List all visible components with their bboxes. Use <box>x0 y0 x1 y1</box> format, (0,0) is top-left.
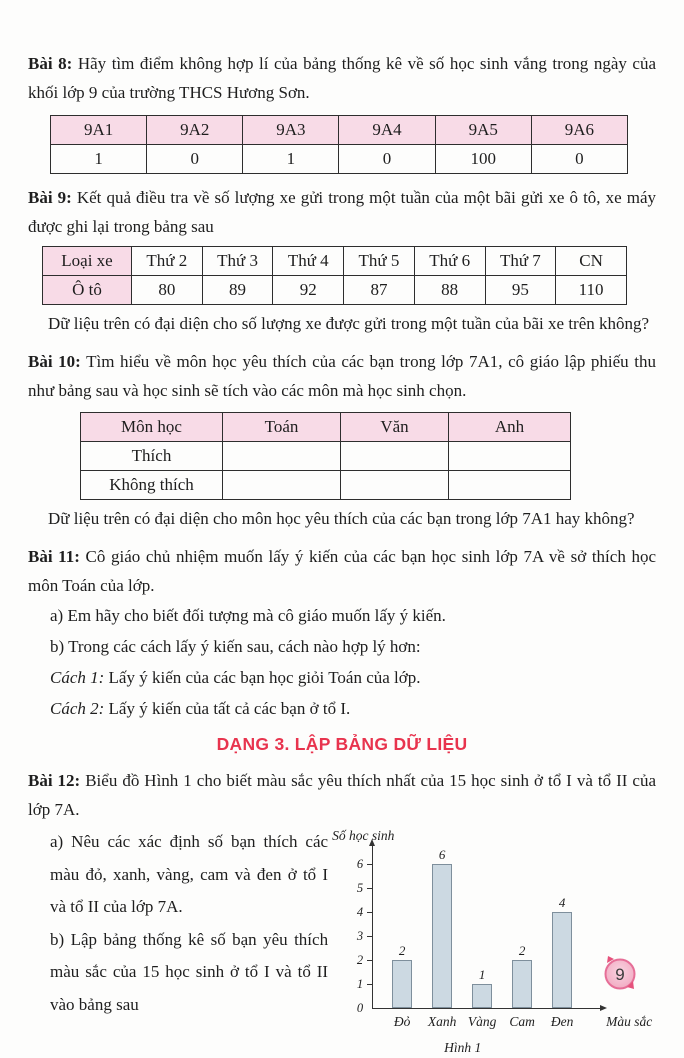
cach1-label: Cách 1: <box>50 668 105 687</box>
problem-bai11-item-b: b) Trong các cách lấy ý kiến sau, cách nào hợp lý hơn: <box>50 637 421 656</box>
problem-bai8-text: Hãy tìm điểm không hợp lí của bảng thống kê về số học sinh vắng trong ngày của khối lớp 9 của trường THCS Hương Sơn. <box>28 54 657 102</box>
problem-bai12-item-b: b) Lập bảng thống kê số bạn yêu thích màu sắc của 15 học sinh ở tổ I và tổ II vào bảng sau <box>50 929 329 1014</box>
y-axis-tick-label: 0 <box>356 1001 364 1015</box>
absent-students-table-body <box>51 116 628 174</box>
problem-bai12-item-a: a) Nêu các xác định số bạn thích các màu đỏ, xanh, vàng, cam và đen ở tổ I và tổ II của lớp 7A. <box>50 832 329 916</box>
parked-cars-table-body <box>43 247 627 305</box>
y-axis-tick-label: 1 <box>356 977 364 991</box>
table-cell: Môn học <box>81 413 223 442</box>
favorite-subjects-table <box>80 412 571 500</box>
table-cell: 89 <box>202 276 273 305</box>
table-cell: Toán <box>223 413 341 442</box>
table-cell <box>223 471 341 500</box>
table-cell: 9A3 <box>243 116 339 145</box>
table-cell: CN <box>556 247 627 276</box>
x-axis-line <box>372 1008 600 1009</box>
table-row <box>43 276 627 305</box>
table-cell: 0 <box>339 145 435 174</box>
page-number-badge <box>598 951 642 995</box>
problem-bai11-statement <box>28 542 656 600</box>
section-heading-dang3: DẠNG 3. LẬP BẢNG DỮ LIỆU <box>216 734 468 754</box>
table-cell: 9A5 <box>435 116 531 145</box>
y-axis-tick <box>367 960 372 961</box>
x-axis-category-label: Cam <box>509 1014 535 1029</box>
table-cell: 9A4 <box>339 116 435 145</box>
table-cell: Anh <box>449 413 571 442</box>
y-axis-tick-label: 6 <box>356 857 364 871</box>
favorite-subjects-table-body <box>81 413 571 500</box>
table-cell: Thứ 6 <box>414 247 485 276</box>
table-cell <box>223 442 341 471</box>
table-cell: 88 <box>414 276 485 305</box>
table-cell: 100 <box>435 145 531 174</box>
table-cell: Ô tô <box>43 276 132 305</box>
chart-caption: Hình 1 <box>444 1040 482 1055</box>
table-cell <box>449 471 571 500</box>
problem-bai8-label: Bài 8: <box>28 54 73 73</box>
table-cell: 110 <box>556 276 627 305</box>
table-cell: Loại xe <box>43 247 132 276</box>
problem-bai9-statement <box>28 183 656 241</box>
problem-bai9-label: Bài 9: <box>28 188 72 207</box>
y-axis-tick-label: 3 <box>356 929 364 943</box>
problem-bai10-question: Dữ liệu trên có đại diện cho môn học yêu thích của các bạn trong lớp 7A1 hay không? <box>48 509 635 528</box>
table-cell: Thứ 5 <box>344 247 415 276</box>
table-cell: 95 <box>485 276 556 305</box>
x-axis-category-label: Đen <box>550 1014 574 1029</box>
table-cell <box>449 442 571 471</box>
table-cell: 9A2 <box>147 116 243 145</box>
problem-bai11-cach1 <box>28 662 656 693</box>
table-row <box>43 247 627 276</box>
bar-value-label: 6 <box>438 847 446 862</box>
table-cell <box>341 471 449 500</box>
chart-bar <box>432 864 452 1008</box>
bar-value-label: 4 <box>558 895 566 910</box>
problem-bai11-cach2 <box>28 693 656 724</box>
y-axis-tick <box>367 984 372 985</box>
problem-bai9-text: Kết quả điều tra về số lượng xe gửi trong một tuần của một bãi gửi xe ô tô, xe máy được ghi lại trong bảng sau <box>28 188 656 236</box>
table-cell: 1 <box>51 145 147 174</box>
y-axis-tick-label: 2 <box>356 953 364 967</box>
y-axis-tick <box>367 936 372 937</box>
cach2-text: Lấy ý kiến của tất cả các bạn ở tổ I. <box>108 699 351 718</box>
problem-bai11-item-a: a) Em hãy cho biết đối tượng mà cô giáo muốn lấy ý kiến. <box>50 606 446 625</box>
problem-bai8-statement <box>28 49 656 107</box>
y-axis-tick <box>367 864 372 865</box>
problem-bai12-label: Bài 12: <box>28 771 81 790</box>
problem-bai12-statement <box>28 766 656 824</box>
problem-bai11-text: Cô giáo chủ nhiệm muốn lấy ý kiến của các bạn học sinh lớp 7A về sở thích học môn Toán của lớp. <box>28 547 656 595</box>
problem-bai11-label: Bài 11: <box>28 547 80 566</box>
chart-bar <box>512 960 532 1008</box>
table-cell: 80 <box>132 276 203 305</box>
chart-bar <box>552 912 572 1008</box>
table-row <box>51 145 628 174</box>
absent-students-table <box>50 115 628 174</box>
table-cell: Không thích <box>81 471 223 500</box>
chart-bar <box>392 960 412 1008</box>
x-axis-category-label: Đỏ <box>393 1014 411 1029</box>
parked-cars-table <box>42 246 627 305</box>
table-cell: 0 <box>147 145 243 174</box>
table-cell: Thích <box>81 442 223 471</box>
table-cell: Thứ 4 <box>273 247 344 276</box>
table-cell: 1 <box>243 145 339 174</box>
bar-chart <box>332 826 656 1058</box>
cach2-label: Cách 2: <box>50 699 105 718</box>
x-axis-category-label: Vàng <box>467 1014 497 1029</box>
chart-y-axis-label: Số học sinh <box>332 828 395 843</box>
problem-bai10-label: Bài 10: <box>28 352 81 371</box>
bar-value-label: 2 <box>398 943 406 958</box>
table-cell: Thứ 2 <box>132 247 203 276</box>
table-cell: 87 <box>344 276 415 305</box>
x-axis-arrow-icon <box>600 1005 607 1011</box>
y-axis-tick <box>367 912 372 913</box>
table-cell: Văn <box>341 413 449 442</box>
table-cell: 9A6 <box>531 116 627 145</box>
table-row <box>81 471 571 500</box>
table-row <box>81 442 571 471</box>
table-cell <box>341 442 449 471</box>
chart-x-axis-label: Màu sắc <box>606 1014 653 1029</box>
table-row <box>81 413 571 442</box>
table-cell: 9A1 <box>51 116 147 145</box>
table-cell: 92 <box>273 276 344 305</box>
table-cell: Thứ 3 <box>202 247 273 276</box>
y-axis-tick-label: 5 <box>356 881 364 895</box>
problem-bai12-text: Biểu đồ Hình 1 cho biết màu sắc yêu thích nhất của 15 học sinh ở tổ I và tổ II của lớp 7A. <box>28 771 656 819</box>
problem-bai9-question: Dữ liệu trên có đại diện cho số lượng xe được gửi trong một tuần của bãi xe trên không? <box>48 314 650 333</box>
y-axis-tick <box>367 888 372 889</box>
table-cell: Thứ 7 <box>485 247 556 276</box>
problem-bai10-text: Tìm hiểu về môn học yêu thích của các bạn trong lớp 7A1, cô giáo lập phiếu thu như bảng sau và học sinh sẽ tích vào các môn mà học sinh chọn. <box>28 352 656 400</box>
bai12-content-row <box>28 826 656 1058</box>
problem-bai10-statement <box>28 347 656 405</box>
table-row <box>51 116 628 145</box>
page-number: 9 <box>615 965 625 984</box>
y-axis-arrow-icon <box>369 839 375 846</box>
y-axis-line <box>372 846 373 1008</box>
cach1-text: Lấy ý kiến của các bạn học giỏi Toán của lớp. <box>108 668 421 687</box>
table-cell: 0 <box>531 145 627 174</box>
x-axis-category-label: Xanh <box>427 1014 457 1029</box>
y-axis-tick-label: 4 <box>356 905 364 919</box>
bai12-text-column <box>28 826 328 1058</box>
chart-bar <box>472 984 492 1008</box>
bar-value-label: 1 <box>478 967 486 982</box>
bar-value-label: 2 <box>518 943 526 958</box>
